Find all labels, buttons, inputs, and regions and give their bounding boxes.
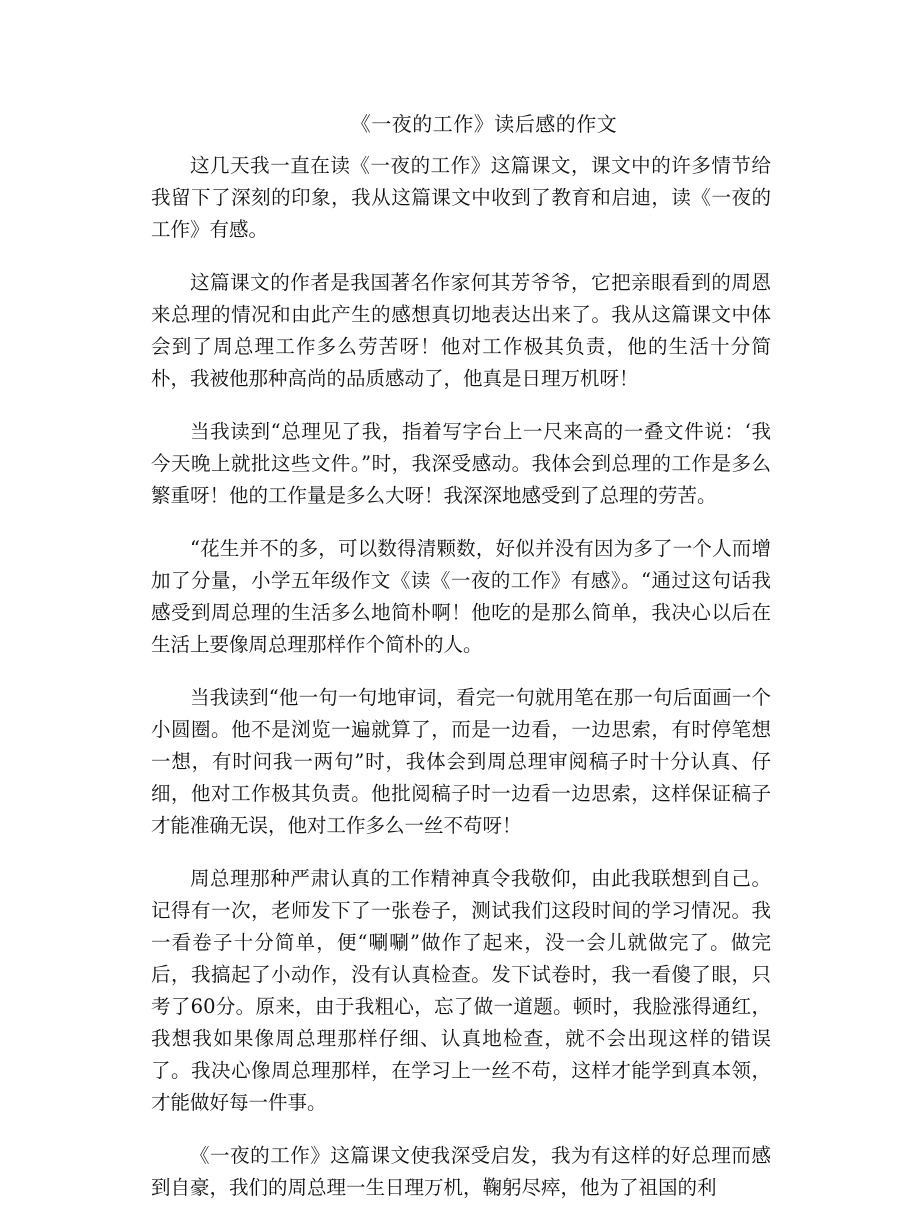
paragraph-1: 这几天我一直在读《一夜的工作》这篇课文，课文中的许多情节给我留下了深刻的印象，我从这篇课文中收到了教育和启迪，读《一夜的工作》有感。 [151,154,771,241]
paragraph-3: 当我读到“总理见了我，指着写字台上一尺来高的一叠文件说：‘我今天晚上就批这些文件。”时，我深受感动。我体会到总理的工作是多么繁重呀！他的工作量是多么大呀！我深深地感受到了总理的劳苦。 [151,420,771,507]
document-body [151,150,771,1225]
paragraph-6: 周总理那种严肃认真的工作精神真令我敬仰，由此我联想到自己。记得有一次，老师发下了一张卷子，测试我们这段时间的学习情况。我一看卷子十分简单，便“唰唰”做作了起来，没一会儿就做完了。做完后，我搞起了小动作，没有认真检查。发下试卷时，我一看傻了眼，只考了60分。原来，由于我粗心，忘了做一道题。顿时，我脸涨得通红，我想我如果像周总理那样仔细、认真地检查，就不会出现这样的错误了。我决心像周总理那样，在学习上一丝不苟，这样才能学到真本领，才能做好每一件事。 [151,867,771,1114]
paragraph-5: 当我读到“他一句一句地审词，看完一句就用笔在那一句后面画一个小圆圈。他不是浏览一遍就算了，而是一边看，一边思索，有时停笔想一想，有时问我一两句”时，我体会到周总理审阅稿子时十分认真、仔细，他对工作极其负责。他批阅稿子时一边看一边思索，这样保证稿子才能准确无误，他对工作多么一丝不苟呀！ [151,686,771,837]
paragraph-4: “花生并不的多，可以数得清颗数，好似并没有因为多了一个人而增加了分量，小学五年级作文《读《一夜的工作》有感》。“通过这句话我感受到周总理的生活多么地简朴啊！他吃的是那么简单，我决心以后在生活上要像周总理那样作个简朴的人。 [151,537,771,656]
paragraph-7: 《一夜的工作》这篇课文使我深受启发，我为有这样的好总理而感到自豪，我们的周总理一生日理万机，鞠躬尽瘁，他为了祖国的利 [151,1144,771,1199]
paragraph-2: 这篇课文的作者是我国著名作家何其芳爷爷，它把亲眼看到的周恩来总理的情况和由此产生的感想真切地表达出来了。我从这篇课文中体会到了周总理工作多么劳苦呀！他对工作极其负责，他的生活十分简朴，我被他那种高尚的品质感动了，他真是日理万机呀！ [151,271,771,390]
document-title: 《一夜的工作》读后感的作文 [350,112,618,136]
